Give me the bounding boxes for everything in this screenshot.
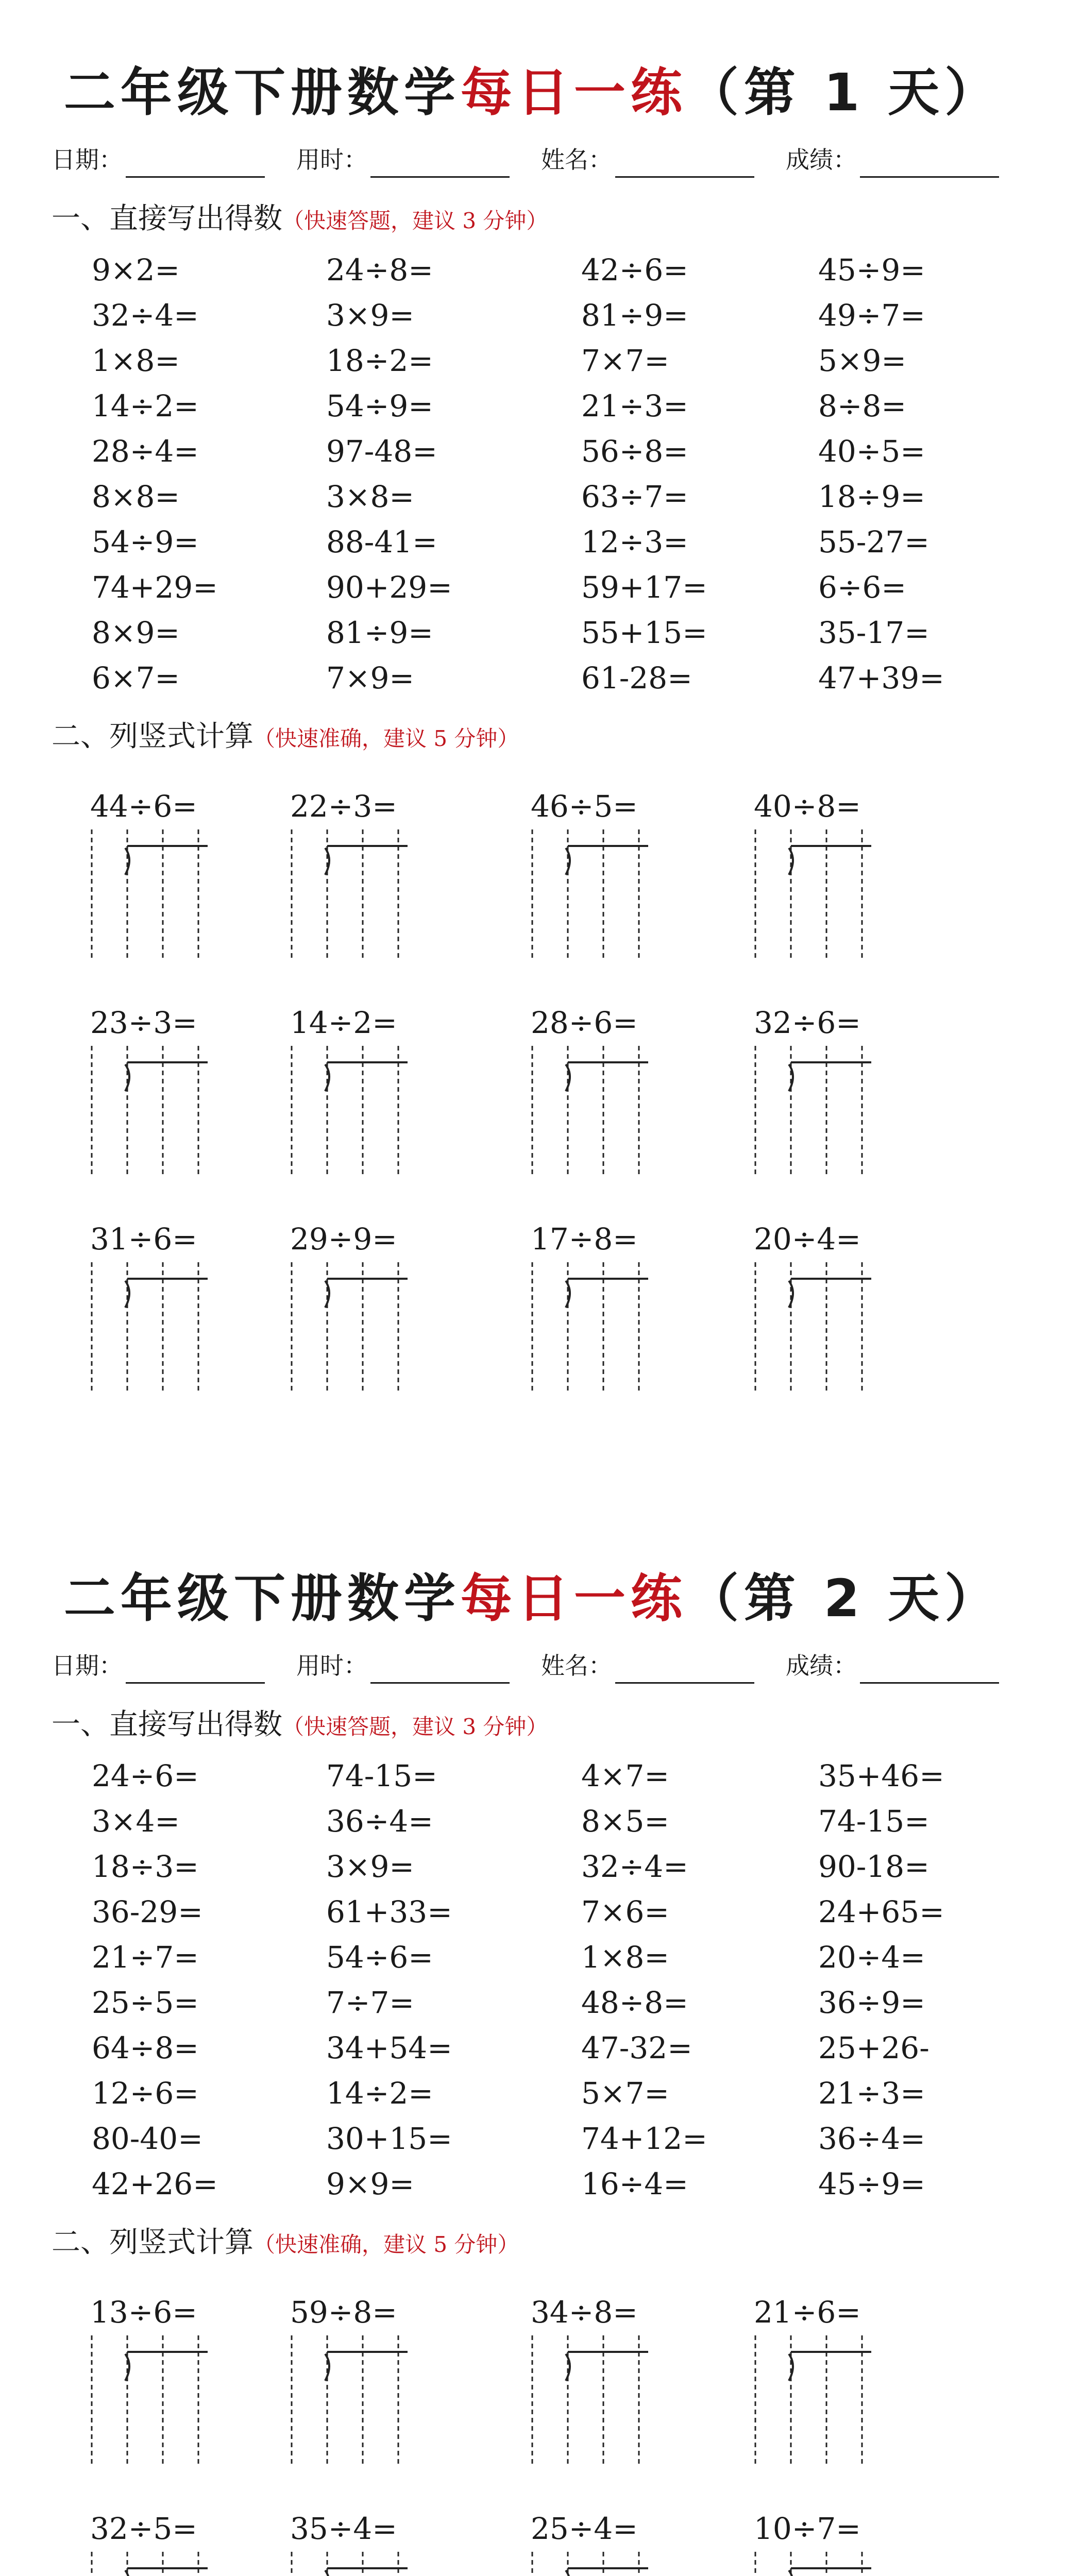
division-expression: 17÷8= (531, 1222, 638, 1257)
math-problem: 36÷9= (818, 1985, 925, 2020)
math-problem: 28÷4= (92, 434, 199, 469)
section-1-note: （快速答题，建议 3 分钟） (282, 208, 548, 233)
info-label: 姓名： (541, 1652, 612, 1680)
math-problem: 16÷4= (581, 2166, 688, 2201)
math-problem: 35-17= (818, 615, 929, 650)
math-problem: 97-48= (326, 434, 437, 469)
division-workspace[interactable] (290, 1262, 414, 1396)
page-title (0, 62, 1065, 124)
section-2-title: 二、列竖式计算 (52, 720, 253, 753)
long-division-problem (90, 2511, 245, 2576)
title-prefix: 二年级下册数学 (63, 62, 461, 123)
math-problem: 21÷3= (581, 388, 688, 423)
long-division-problem (531, 1005, 685, 1221)
math-problem: 25+26- (818, 2030, 929, 2065)
math-problem: 54÷6= (326, 1940, 433, 1975)
info-field-0 (52, 142, 296, 178)
math-problem: 7×6= (581, 1894, 669, 1929)
math-problem: 63÷7= (581, 479, 688, 514)
division-bracket (325, 1281, 329, 1308)
mental-math-grid (92, 1753, 1065, 2207)
division-expression: 23÷3= (90, 1005, 197, 1040)
division-expression: 10÷7= (754, 2511, 861, 2546)
division-workspace[interactable] (290, 1046, 414, 1180)
long-division-problem (754, 788, 908, 1005)
worksheet-page-2 (0, 1506, 1065, 2576)
long-division-problem (754, 2294, 908, 2511)
math-problem: 24+65= (818, 1894, 944, 1929)
math-problem: 81÷9= (581, 298, 688, 333)
math-problem: 74+29= (92, 570, 218, 605)
division-bracket (325, 848, 329, 875)
division-expression: 34÷8= (531, 2295, 638, 2330)
math-problem: 12÷3= (581, 524, 688, 560)
info-label: 日期： (52, 1652, 123, 1680)
long-division-problem (290, 1221, 445, 1437)
long-division-problem (531, 1221, 685, 1437)
division-expression: 29÷9= (290, 1222, 397, 1257)
division-workspace[interactable] (90, 2552, 214, 2576)
section-2-note: （快速准确，建议 5 分钟） (253, 726, 519, 751)
math-problem: 81÷9= (326, 615, 433, 650)
math-problem: 42÷6= (581, 252, 688, 287)
math-problem: 32÷4= (92, 298, 199, 333)
math-problem: 3×9= (326, 298, 414, 333)
division-expression: 25÷4= (531, 2511, 638, 2546)
division-expression: 31÷6= (90, 1222, 197, 1257)
long-division-problem (531, 2294, 685, 2511)
math-problem: 21÷7= (92, 1940, 199, 1975)
division-workspace[interactable] (531, 1046, 654, 1180)
long-division-problem (290, 1005, 445, 1221)
math-problem: 8×9= (92, 615, 180, 650)
math-problem: 3×9= (326, 1849, 414, 1884)
division-expression: 35÷4= (290, 2511, 397, 2546)
math-problem: 48÷8= (581, 1985, 688, 2020)
math-problem: 14÷2= (326, 2076, 433, 2111)
math-problem: 45÷9= (818, 2166, 925, 2201)
info-blank-line[interactable] (860, 1655, 999, 1684)
division-expression: 44÷6= (90, 789, 197, 824)
division-expression: 59÷8= (290, 2295, 397, 2330)
info-field-2 (541, 142, 786, 178)
math-problem: 9×9= (326, 2166, 414, 2201)
division-bracket (789, 2354, 793, 2381)
long-division-problem (90, 788, 245, 1005)
division-bracket (789, 848, 793, 875)
page-title (0, 1568, 1065, 1630)
math-problem: 36÷4= (818, 2121, 925, 2156)
math-problem: 25÷5= (92, 1985, 199, 2020)
math-problem: 54÷9= (92, 524, 199, 560)
title-day: （第 1 天） (687, 62, 1002, 123)
division-workspace[interactable] (531, 2552, 654, 2576)
division-bracket (125, 2354, 129, 2381)
title-prefix: 二年级下册数学 (63, 1568, 461, 1629)
math-problem: 20÷4= (818, 1940, 925, 1975)
division-bracket (566, 1281, 570, 1308)
math-problem: 64÷8= (92, 2030, 199, 2065)
division-workspace[interactable] (290, 2335, 414, 2469)
division-workspace[interactable] (531, 2335, 654, 2469)
math-problem: 14÷2= (92, 388, 199, 423)
math-problem: 34+54= (326, 2030, 452, 2065)
info-field-2 (541, 1648, 786, 1684)
division-expression: 21÷6= (754, 2295, 861, 2330)
division-workspace[interactable] (290, 2552, 414, 2576)
math-problem: 36÷4= (326, 1804, 433, 1839)
section-1-heading (52, 201, 548, 239)
math-problem: 59+17= (581, 570, 707, 605)
long-division-problem (90, 1005, 245, 1221)
info-field-1 (296, 1648, 541, 1684)
division-workspace[interactable] (754, 2552, 877, 2576)
long-division-problem (290, 788, 445, 1005)
division-bracket (125, 1064, 129, 1091)
student-info-row (52, 1648, 1030, 1684)
division-workspace[interactable] (90, 829, 214, 963)
section-2-heading (52, 719, 519, 757)
division-bracket (325, 2354, 329, 2381)
division-expression: 13÷6= (90, 2295, 197, 2330)
division-expression: 14÷2= (290, 1005, 397, 1040)
math-problem: 18÷3= (92, 1849, 199, 1884)
title-day: （第 2 天） (687, 1568, 1002, 1629)
section-1-title: 一、直接写出得数 (52, 1708, 282, 1741)
long-division-problem (90, 2294, 245, 2511)
division-workspace[interactable] (754, 2335, 877, 2469)
info-label: 成绩： (786, 146, 857, 174)
division-workspace[interactable] (90, 1262, 214, 1396)
math-problem: 9×2= (92, 252, 180, 287)
math-problem: 47-32= (581, 2030, 692, 2065)
division-bracket (125, 1281, 129, 1308)
math-problem: 55+15= (581, 615, 707, 650)
math-problem: 12÷6= (92, 2076, 199, 2111)
division-bracket (566, 2354, 570, 2381)
info-blank-line[interactable] (126, 1655, 265, 1684)
info-field-0 (52, 1648, 296, 1684)
math-problem: 5×7= (581, 2076, 669, 2111)
math-problem: 3×4= (92, 1804, 180, 1839)
math-problem: 61+33= (326, 1894, 452, 1929)
math-problem: 1×8= (92, 343, 180, 378)
math-problem: 35+46= (818, 1758, 944, 1793)
math-problem: 40÷5= (818, 434, 925, 469)
math-problem: 8×5= (581, 1804, 669, 1839)
long-division-problem (531, 788, 685, 1005)
math-problem: 30+15= (326, 2121, 452, 2156)
info-label: 日期： (52, 146, 123, 174)
math-problem: 55-27= (818, 524, 929, 560)
math-problem: 4×7= (581, 1758, 669, 1793)
division-expression: 46÷5= (531, 789, 638, 824)
long-division-problem (754, 2511, 908, 2576)
section-2-title: 二、列竖式计算 (52, 2226, 253, 2259)
long-division-problem (290, 2294, 445, 2511)
division-expression: 20÷4= (754, 1222, 861, 1257)
division-expression: 40÷8= (754, 789, 861, 824)
math-problem: 36-29= (92, 1894, 203, 1929)
math-problem: 7÷7= (326, 1985, 414, 2020)
math-problem: 54÷9= (326, 388, 433, 423)
division-expression: 28÷6= (531, 1005, 638, 1040)
long-division-problem (90, 1221, 245, 1437)
division-bracket (789, 1281, 793, 1308)
info-blank-line[interactable] (615, 1655, 754, 1684)
math-problem: 8÷8= (818, 388, 906, 423)
math-problem: 74+12= (581, 2121, 707, 2156)
title-highlight: 每日一练 (460, 62, 687, 123)
mental-math-grid (92, 247, 1065, 701)
section-2-heading (52, 2225, 519, 2263)
math-problem: 47+39= (818, 660, 944, 696)
division-expression: 32÷5= (90, 2511, 197, 2546)
math-problem: 24÷8= (326, 252, 433, 287)
section-1-heading (52, 1707, 548, 1745)
math-problem: 8×8= (92, 479, 180, 514)
math-problem: 49÷7= (818, 298, 925, 333)
long-division-problem (290, 2511, 445, 2576)
math-problem: 18÷2= (326, 343, 433, 378)
division-workspace[interactable] (754, 1262, 877, 1396)
math-problem: 88-41= (326, 524, 437, 560)
math-problem: 56÷8= (581, 434, 688, 469)
division-workspace[interactable] (90, 1046, 214, 1180)
division-expression: 32÷6= (754, 1005, 861, 1040)
division-bracket (125, 848, 129, 875)
math-problem: 32÷4= (581, 1849, 688, 1884)
info-label: 姓名： (541, 146, 612, 174)
student-info-row (52, 142, 1030, 178)
math-problem: 24÷6= (92, 1758, 199, 1793)
division-workspace[interactable] (754, 829, 877, 963)
info-label: 成绩： (786, 1652, 857, 1680)
math-problem: 7×9= (326, 660, 414, 696)
section-1-title: 一、直接写出得数 (52, 202, 282, 235)
long-division-problem (754, 1005, 908, 1221)
division-bracket (566, 848, 570, 875)
division-expression: 22÷3= (290, 789, 397, 824)
info-label: 用时： (296, 1652, 367, 1680)
math-problem: 21÷3= (818, 2076, 925, 2111)
division-workspace[interactable] (531, 829, 654, 963)
long-division-problem (531, 2511, 685, 2576)
info-field-3 (786, 142, 1030, 178)
division-bracket (789, 1064, 793, 1091)
division-workspace[interactable] (290, 829, 414, 963)
math-problem: 45÷9= (818, 252, 925, 287)
math-problem: 5×9= (818, 343, 906, 378)
info-label: 用时： (296, 146, 367, 174)
math-problem: 7×7= (581, 343, 669, 378)
long-division-problem (754, 1221, 908, 1437)
info-blank-line[interactable] (860, 149, 999, 178)
info-blank-line[interactable] (370, 149, 510, 178)
info-blank-line[interactable] (370, 1655, 510, 1684)
math-problem: 6×7= (92, 660, 180, 696)
math-problem: 6÷6= (818, 570, 906, 605)
info-blank-line[interactable] (126, 149, 265, 178)
info-blank-line[interactable] (615, 149, 754, 178)
division-bracket (566, 1064, 570, 1091)
title-highlight: 每日一练 (460, 1568, 687, 1629)
math-problem: 18÷9= (818, 479, 925, 514)
division-bracket (325, 1064, 329, 1091)
division-workspace[interactable] (531, 1262, 654, 1396)
section-2-note: （快速准确，建议 5 分钟） (253, 2232, 519, 2257)
math-problem: 74-15= (818, 1804, 929, 1839)
math-problem: 80-40= (92, 2121, 203, 2156)
info-field-1 (296, 142, 541, 178)
math-problem: 3×8= (326, 479, 414, 514)
math-problem: 42+26= (92, 2166, 218, 2201)
math-problem: 90+29= (326, 570, 452, 605)
division-workspace[interactable] (754, 1046, 877, 1180)
math-problem: 74-15= (326, 1758, 437, 1793)
math-problem: 61-28= (581, 660, 692, 696)
math-problem: 1×8= (581, 1940, 669, 1975)
section-1-note: （快速答题，建议 3 分钟） (282, 1714, 548, 1739)
math-problem: 90-18= (818, 1849, 929, 1884)
info-field-3 (786, 1648, 1030, 1684)
division-workspace[interactable] (90, 2335, 214, 2469)
